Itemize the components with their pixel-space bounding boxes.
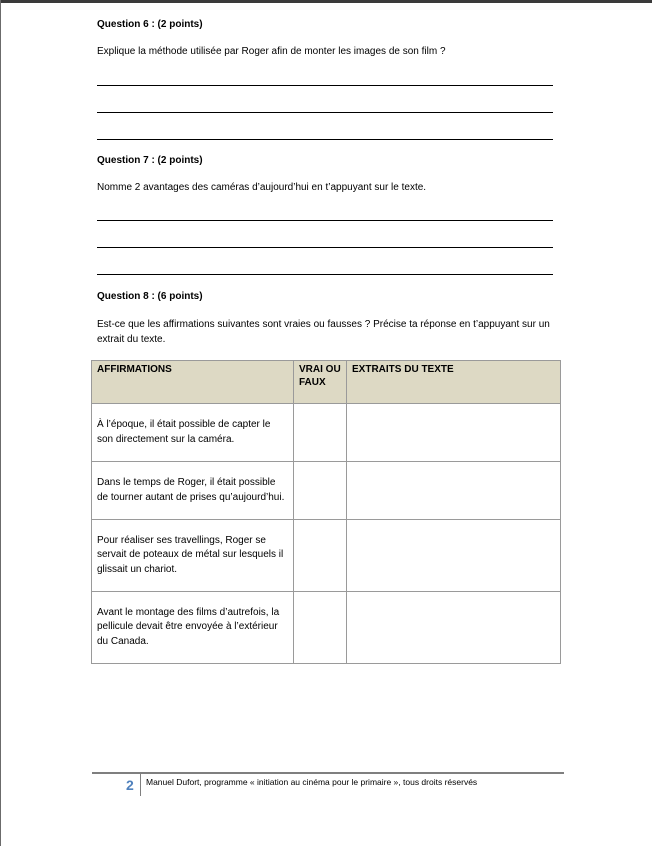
header-vrai-ou-faux: VRAI OU FAUX <box>294 361 347 404</box>
answer-line[interactable] <box>97 112 553 113</box>
page-left-border <box>0 0 1 846</box>
affirmation-text: Dans le temps de Roger, il était possible de tourner autant de prises qu’aujourd’hui. <box>92 462 294 520</box>
affirmation-text: Pour réaliser ses travellings, Roger se servait de poteaux de métal sur lesquels il glissait un chariot. <box>92 520 294 592</box>
vrai-faux-cell[interactable] <box>294 462 347 520</box>
question-7-text: Nomme 2 avantages des caméras d’aujourd’hui en t’appuyant sur le texte. <box>97 182 427 193</box>
vrai-faux-cell[interactable] <box>294 520 347 592</box>
extrait-cell[interactable] <box>347 404 561 462</box>
affirmation-text: À l’époque, il était possible de capter le son directement sur la caméra. <box>92 404 294 462</box>
window-top-border <box>0 0 652 3</box>
vrai-faux-cell[interactable] <box>294 404 347 462</box>
question-6-title: Question 6 : (2 points) <box>97 19 203 30</box>
affirmations-table <box>91 360 561 664</box>
answer-line[interactable] <box>97 220 553 221</box>
answer-line[interactable] <box>97 274 553 275</box>
table-row <box>92 592 561 664</box>
vrai-faux-cell[interactable] <box>294 592 347 664</box>
table-row <box>92 462 561 520</box>
answer-line[interactable] <box>97 85 553 86</box>
answer-line[interactable] <box>97 247 553 248</box>
table-row <box>92 404 561 462</box>
extrait-cell[interactable] <box>347 462 561 520</box>
answer-line[interactable] <box>97 139 553 140</box>
question-8-title: Question 8 : (6 points) <box>97 291 203 302</box>
footer-text: Manuel Dufort, programme « initiation au cinéma pour le primaire », tous droits réservés <box>146 777 478 787</box>
footer-separator <box>140 774 141 796</box>
footer-rule <box>92 772 564 774</box>
question-6-text: Explique la méthode utilisée par Roger afin de monter les images de son film ? <box>97 46 446 57</box>
question-8-text: Est-ce que les affirmations suivantes sont vraies ou fausses ? Précise ta réponse en t’appuyant sur un extrait du texte. <box>97 319 550 345</box>
header-extraits: EXTRAITS DU TEXTE <box>347 361 561 404</box>
affirmation-text: Avant le montage des films d’autrefois, la pellicule devait être envoyée à l’extérieur du Canada. <box>92 592 294 664</box>
table-row <box>92 520 561 592</box>
extrait-cell[interactable] <box>347 520 561 592</box>
table-header-row <box>92 361 561 404</box>
header-affirmations: AFFIRMATIONS <box>92 361 294 404</box>
extrait-cell[interactable] <box>347 592 561 664</box>
question-7-title: Question 7 : (2 points) <box>97 155 203 166</box>
page-number: 2 <box>126 777 134 793</box>
